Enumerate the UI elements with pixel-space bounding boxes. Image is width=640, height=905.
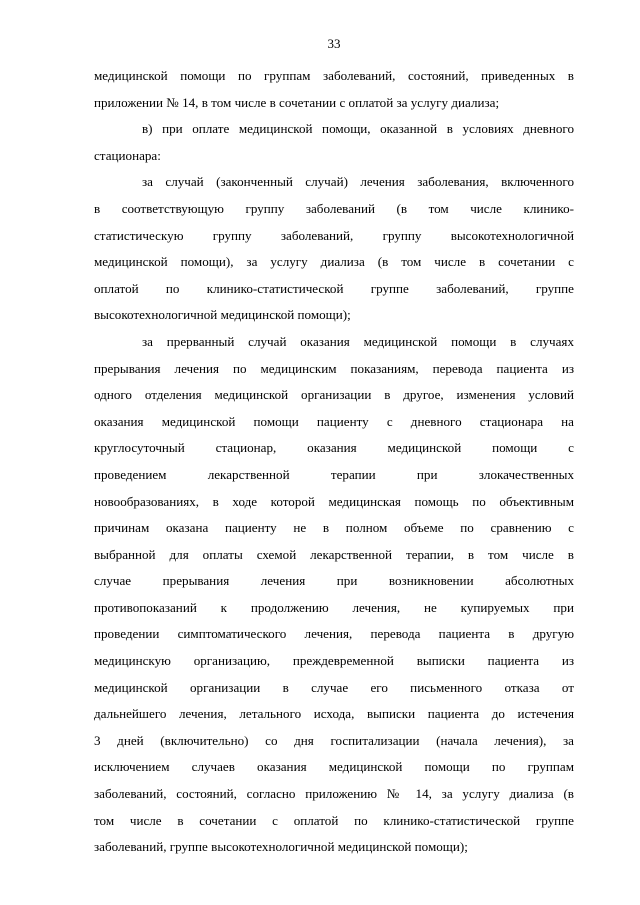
text-line: стационара:: [94, 147, 161, 163]
text-line: медицинской организации в случае его письменного отказа от: [94, 679, 574, 695]
text-line: проведении симптоматического лечения, перевода пациента в другую: [94, 626, 574, 642]
text-line: оплатой по клинико-статистической группе заболеваний, группе: [94, 280, 574, 296]
text-line: медицинскую организацию, преждевременной выписки пациента из: [94, 653, 574, 669]
paragraph: [94, 329, 574, 861]
text-line: высокотехнологичной медицинской помощи);: [94, 307, 351, 323]
text-line: за случай (законченный случай) лечения заболевания, включенного: [142, 174, 574, 190]
text-line: исключением случаев оказания медицинской помощи по группам: [94, 759, 574, 775]
text-line: проведением лекарственной терапии при злокачественных: [94, 466, 574, 482]
text-line: противопоказаний к продолжению лечения, не купируемых при: [94, 599, 574, 615]
text-line: за прерванный случай оказания медицинской помощи в случаях: [142, 333, 574, 349]
text-line: заболеваний, группе высокотехнологичной медицинской помощи);: [94, 839, 468, 855]
text-line: приложении № 14, в том числе в сочетании с оплатой за услугу диализа;: [94, 94, 500, 110]
text-line: статистическую группу заболеваний, группу высокотехнологичной: [94, 227, 574, 243]
text-line: новообразованиях, в ходе которой медицинская помощь по объективным: [94, 493, 574, 509]
text-line: 3 дней (включительно) со дня госпитализации (начала лечения), за: [94, 732, 574, 748]
paragraph: [94, 63, 574, 116]
body-text: [94, 63, 574, 861]
text-line: заболеваний, состояний, согласно приложению № 14, за услугу диализа (в: [94, 786, 574, 802]
text-line: медицинской помощи), за услугу диализа (в том числе в сочетании с: [94, 254, 574, 270]
text-line: том числе в сочетании с оплатой по клинико-статистической группе: [94, 812, 574, 828]
paragraph: [94, 116, 574, 169]
document-page: [94, 36, 574, 861]
paragraph: [94, 169, 574, 329]
text-line: случае прерывания лечения при возникновении абсолютных: [94, 573, 574, 589]
text-line: в) при оплате медицинской помощи, оказанной в условиях дневного: [142, 121, 574, 137]
text-line: медицинской помощи по группам заболеваний, состояний, приведенных в: [94, 68, 574, 83]
text-line: оказания медицинской помощи пациенту с дневного стационара на: [94, 413, 574, 429]
text-line: в соответствующую группу заболеваний (в том числе клинико-: [94, 200, 574, 216]
text-line: одного отделения медицинской организации в другое, изменения условий: [94, 387, 574, 403]
text-line: круглосуточный стационар, оказания медицинской помощи с: [94, 440, 574, 456]
page-number: 33: [327, 36, 341, 51]
text-line: прерывания лечения по медицинским показаниям, перевода пациента из: [94, 360, 574, 376]
text-line: дальнейшего лечения, летального исхода, выписки пациента до истечения: [94, 706, 574, 722]
text-line: выбранной для оплаты схемой лекарственной терапии, в том числе в: [94, 546, 574, 562]
text-line: причинам оказана пациенту не в полном объеме по сравнению с: [94, 520, 574, 536]
